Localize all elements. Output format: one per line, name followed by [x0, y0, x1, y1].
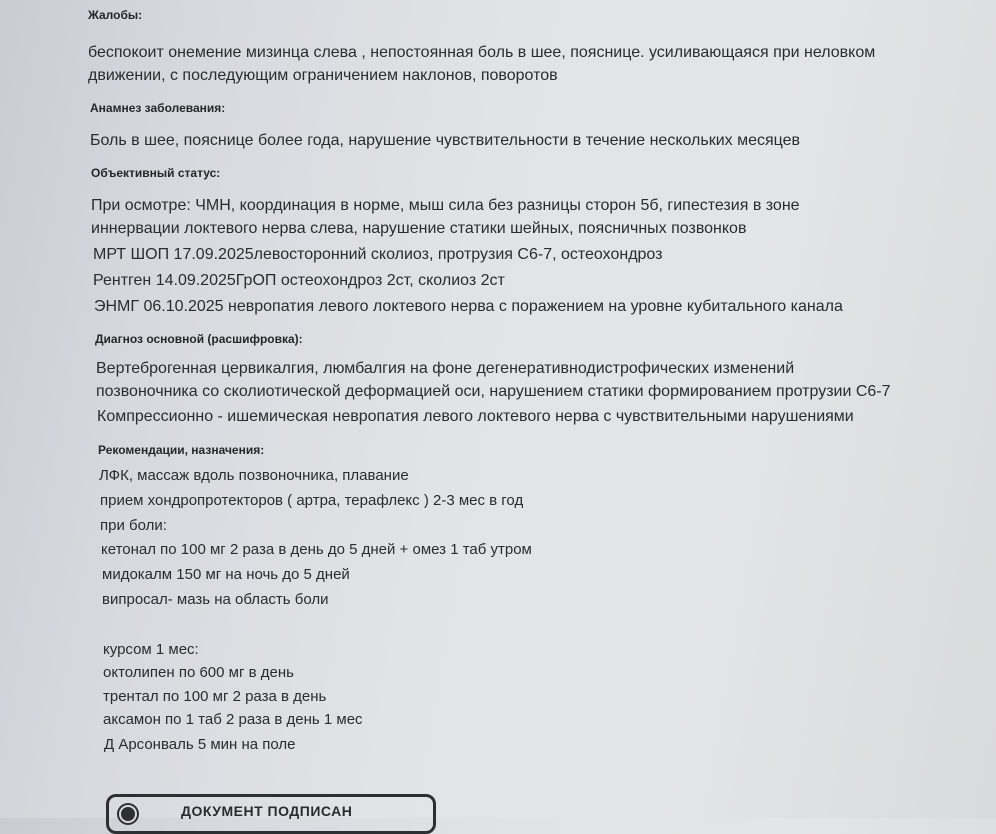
anamnesis-heading: Анамнез заболевания:: [90, 101, 226, 115]
diagnosis-line-3: Компрессионно - ишемическая невропатия левого локтевого нерва с чувствительными нарушениями: [97, 408, 854, 425]
recommendation-item: октолипен по 600 мг в день: [103, 664, 294, 681]
signed-document-stamp: [106, 794, 436, 834]
complaints-heading: Жалобы:: [88, 8, 143, 22]
status-line-1: При осмотре: ЧМН, координация в норме, мыш сила без разницы сторон 5б, гипестезия в зоне: [91, 197, 800, 214]
recommendation-item: кетонал по 100 мг 2 раза в день до 5 дней + омез 1 таб утром: [101, 541, 532, 558]
complaints-line-1: беспокоит онемение мизинца слева , непостоянная боль в шее, пояснице. усиливающаяся при неловком: [88, 44, 876, 61]
diagnosis-line-2: позвоночника со сколиотической деформацией оси, нарушением статики формированием протрузии С6-7: [96, 383, 891, 400]
recommendation-item: мидокалм 150 мг на ночь до 5 дней: [102, 566, 350, 583]
recommendation-item: аксамон по 1 таб 2 раза в день 1 мес: [103, 711, 363, 728]
recommendation-item: випросал- мазь на область боли: [102, 591, 329, 608]
status-heading: Объективный статус:: [91, 166, 221, 180]
diagnosis-heading: Диагноз основной (расшифровка):: [95, 332, 303, 346]
recommendations-heading: Рекомендации, назначения:: [98, 443, 265, 457]
recommendation-item: трентал по 100 мг 2 раза в день: [103, 688, 327, 705]
status-line-3: МРТ ШОП 17.09.2025левосторонний сколиоз, протрузия С6-7, остеохондроз: [93, 246, 663, 263]
diagnosis-line-1: Вертеброгенная цервикалгия, люмбалгия на фоне дегенеративнодистрофических изменений: [96, 360, 795, 377]
recommendation-item: прием хондропротекторов ( артра, терафлекс ) 2-3 мес в год: [100, 492, 524, 509]
stamp-seal-icon: [121, 807, 135, 821]
status-line-2: иннервации локтевого нерва слева, нарушение статики шейных, поясничных позвонков: [91, 220, 747, 237]
recommendation-item: ЛФК, массаж вдоль позвоночника, плавание: [99, 467, 409, 484]
status-line-4: Рентген 14.09.2025ГрОП остеохондроз 2ст, сколиоз 2ст: [93, 272, 505, 289]
stamp-label: ДОКУМЕНТ ПОДПИСАН: [181, 803, 353, 819]
recommendation-item: при боли:: [100, 517, 167, 534]
anamnesis-line-1: Боль в шее, пояснице более года, нарушение чувствительности в течение нескольких месяцев: [90, 132, 801, 149]
recommendation-item: курсом 1 мес:: [103, 641, 199, 658]
complaints-line-2: движении, с последующим ограничением наклонов, поворотов: [88, 67, 558, 84]
recommendation-item: Д Арсонваль 5 мин на поле: [104, 736, 296, 753]
status-line-5: ЭНМГ 06.10.2025 невропатия левого локтевого нерва с поражением на уровне кубитального канала: [94, 298, 843, 315]
